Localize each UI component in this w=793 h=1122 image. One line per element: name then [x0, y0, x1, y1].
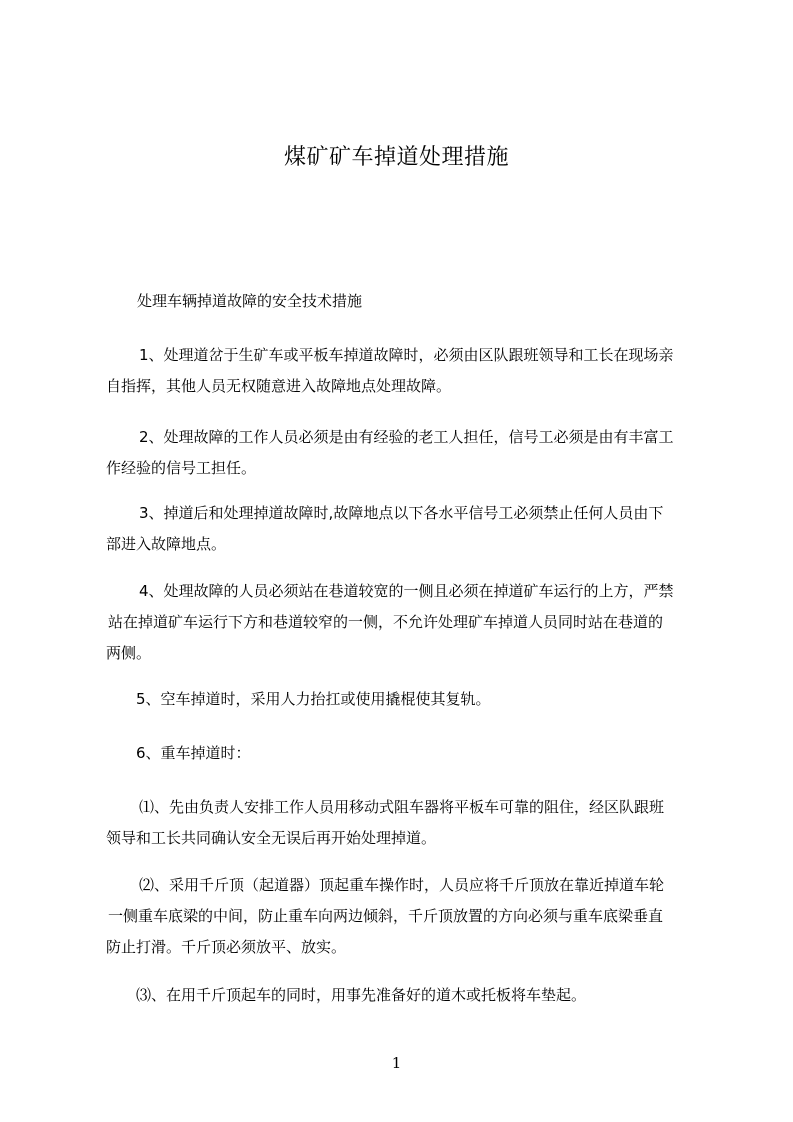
paragraph-line: 3、掉道后和处理掉道故障时,故障地点以下各水平信号工必须禁止任何人员由下	[139, 504, 664, 522]
paragraph-8	[106, 870, 706, 963]
paragraph-line: ⑶、在用千斤顶起车的同时，用事先准备好的道木或托板将车垫起。	[136, 986, 587, 1004]
paragraph-line: ⑵、采用千斤顶（起道器）顶起重车操作时，人员应将千斤顶放在靠近掉道车轮	[139, 876, 665, 894]
paragraph-7	[106, 792, 706, 854]
paragraph-line: 处理车辆掉道故障的安全技术措施	[137, 292, 363, 310]
paragraph-line: 两侧。	[106, 644, 152, 662]
paragraph-line: 作经验的信号工担任。	[106, 459, 257, 477]
paragraph-4	[106, 576, 706, 669]
page-number: 1	[391, 1054, 402, 1072]
paragraph-3	[106, 498, 706, 560]
paragraph-9	[136, 980, 736, 1011]
paragraph-line: ⑴、先由负责人安排工作人员用移动式阻车器将平板车可靠的阻住，经区队跟班	[139, 798, 665, 816]
paragraph-line: 自指挥，其他人员无权随意进入故障地点处理故障。	[106, 377, 452, 395]
paragraph-line: 站在掉道矿车运行下方和巷道较窄的一侧，不允许处理矿车掉道人员同时站在巷道的	[108, 613, 664, 631]
paragraph-heading	[137, 286, 737, 317]
paragraph-6	[136, 738, 736, 769]
paragraph-line: 领导和工长共同确认安全无误后再开始处理掉道。	[106, 829, 437, 847]
paragraph-line: 2、处理故障的工作人员必须是由有经验的老工人担任，信号工必须是由有丰富工	[139, 428, 674, 446]
paragraph-line: 1、处理道岔于生矿车或平板车掉道故障时，必须由区队跟班领导和工长在现场亲	[139, 346, 674, 364]
paragraph-line: 6、重车掉道时：	[136, 744, 251, 762]
paragraph-2	[106, 422, 706, 484]
document-title: 煤矿矿车掉道处理措施	[283, 145, 509, 170]
paragraph-line: 4、处理故障的人员必须站在巷道较宽的一侧且必须在掉道矿车运行的上方，严禁	[139, 582, 674, 600]
paragraph-line: 一侧重车底梁的中间，防止重车向两边倾斜，千斤顶放置的方向必须与重车底梁垂直	[108, 907, 664, 925]
paragraph-line: 防止打滑。千斤顶必须放平、放实。	[106, 938, 347, 956]
paragraph-line: 部进入故障地点。	[106, 535, 227, 553]
paragraph-5	[136, 684, 736, 715]
paragraph-1	[106, 340, 706, 402]
paragraph-line: 5、空车掉道时，采用人力抬扛或使用撬棍使其复轨。	[136, 690, 491, 708]
